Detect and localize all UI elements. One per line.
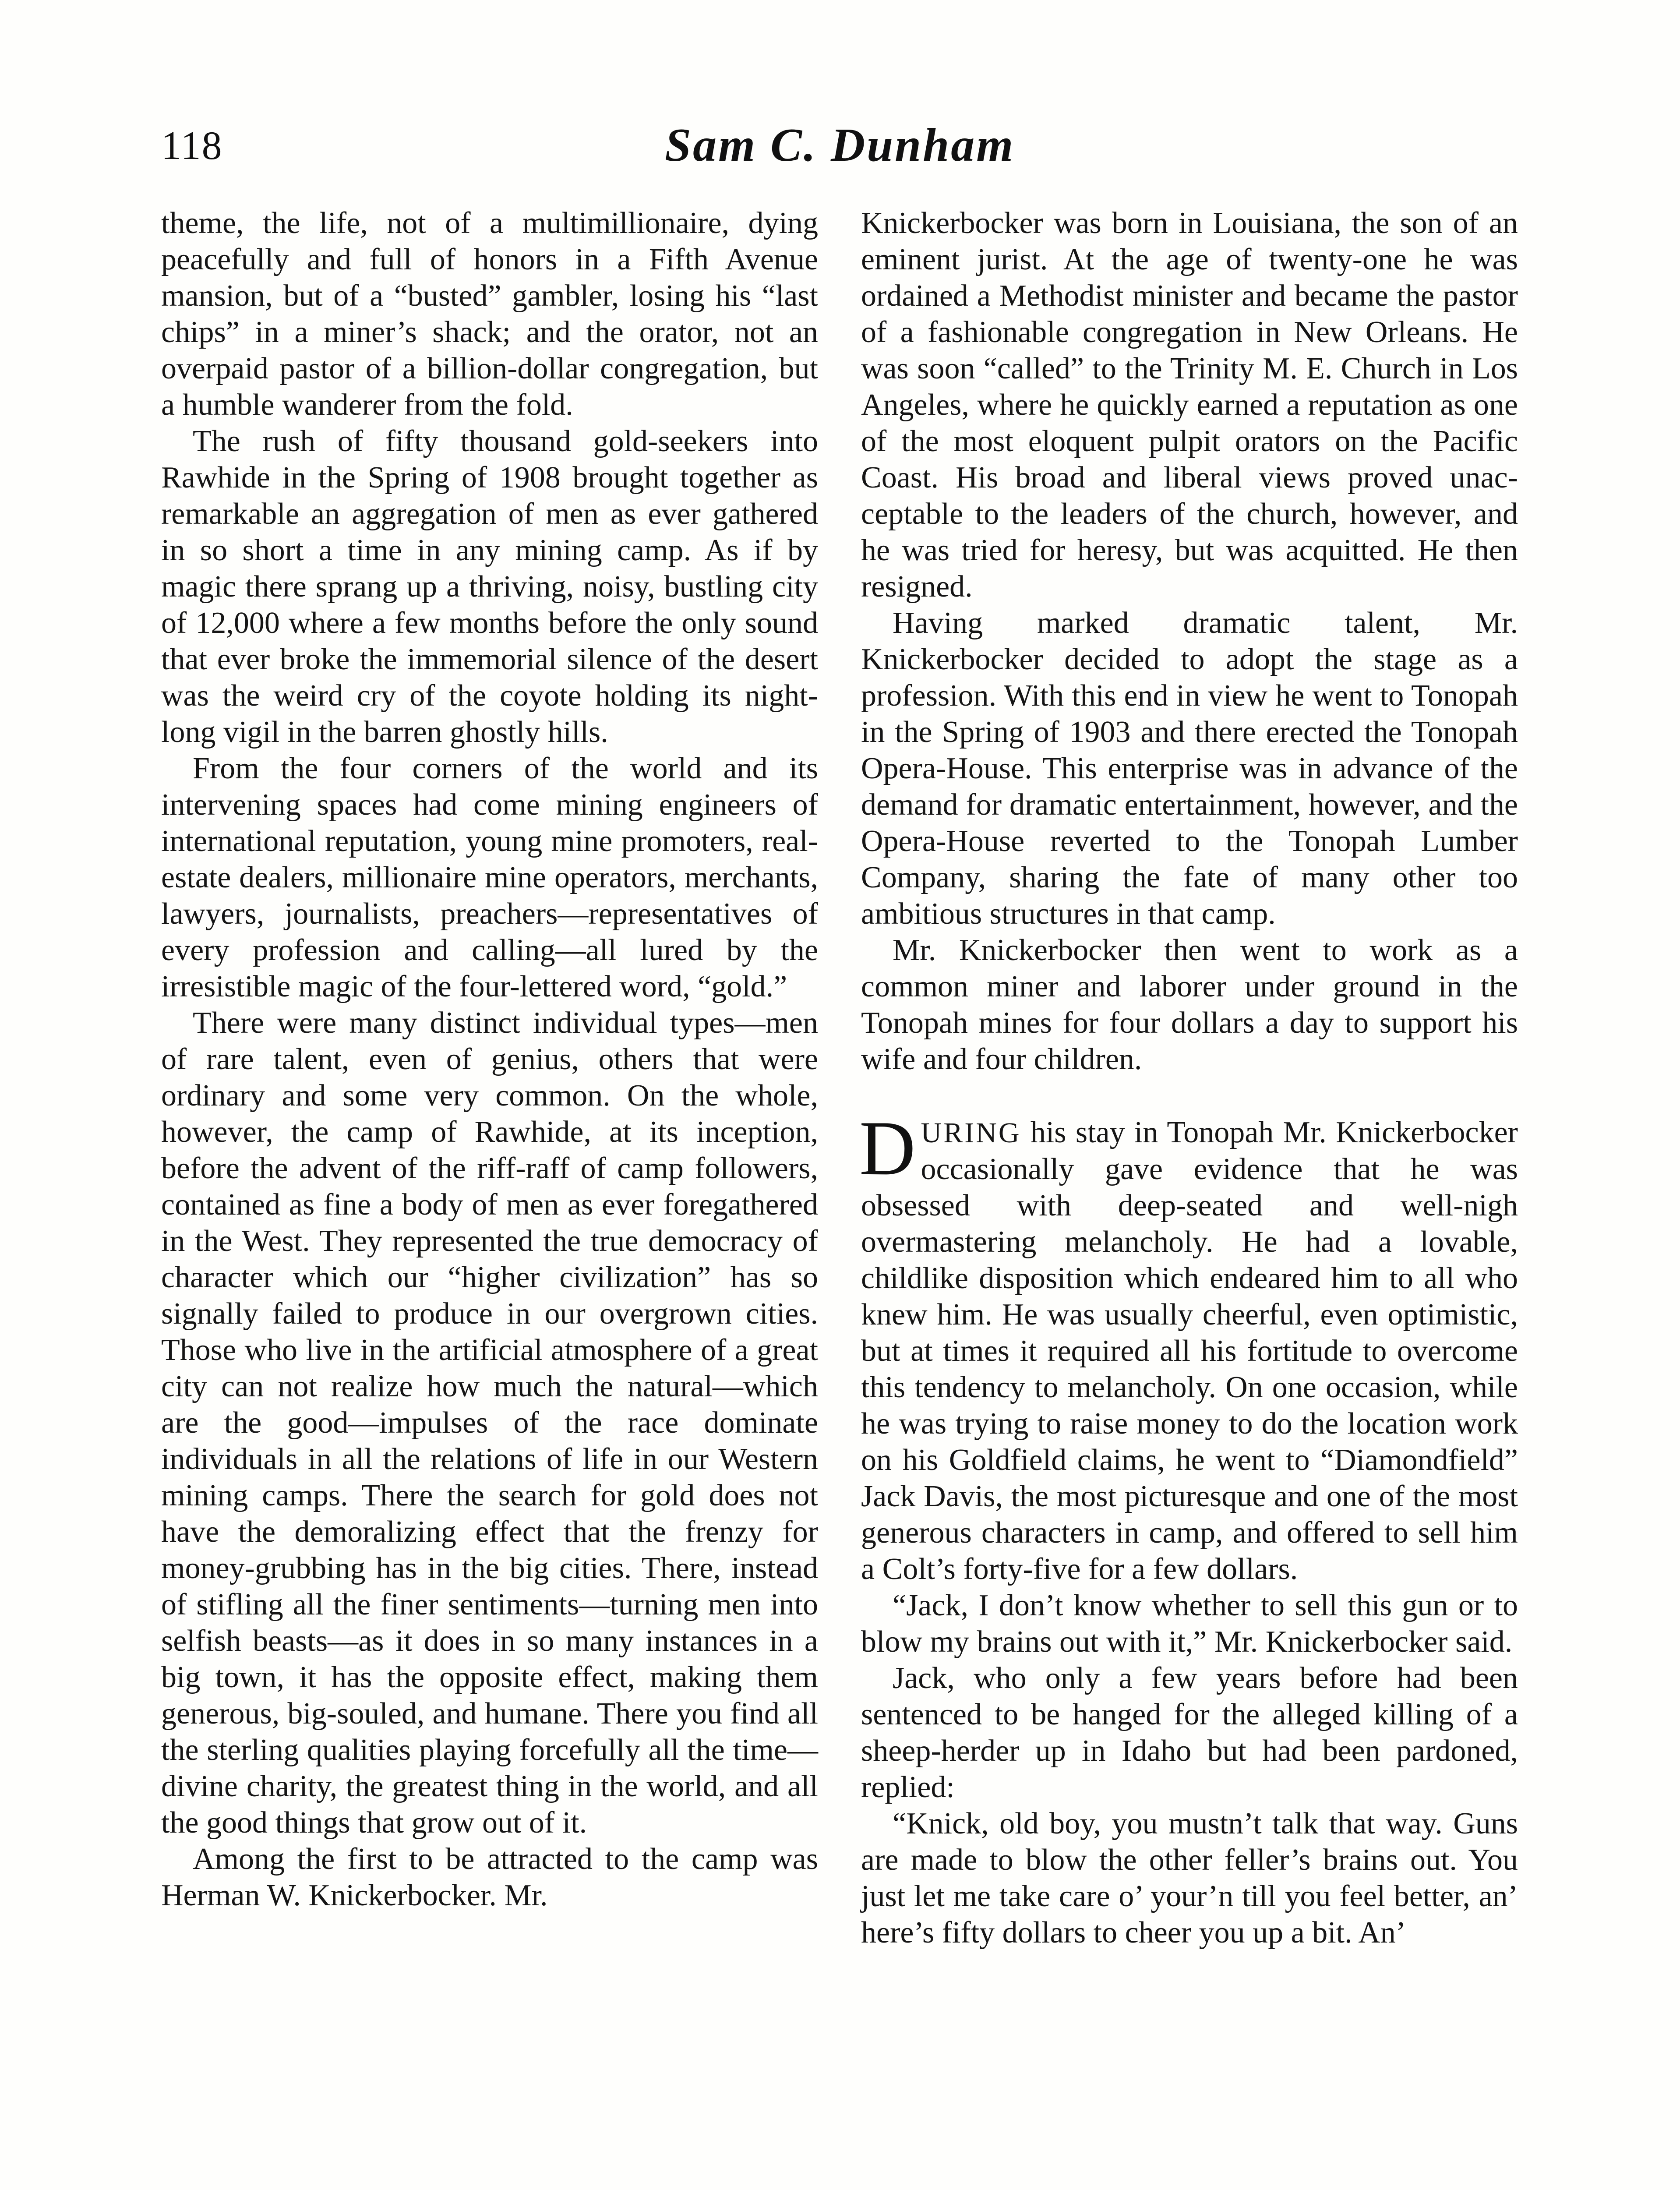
lead-in-text: his stay in Tonopah Mr. Knickerbocker occasionally gave evidence that he was obsessed with deep-seated and well-nigh overmastering melancholy. He had a lovable, childlike disposition which endeared him to all who knew him. He was usually cheerful, even optimistic, but at times it required all his fortitude to overcome this tendency to melancholy. On one occasion, while he was trying to raise money to do the location work on his Goldfield claims, he went to “Diamondfield” Jack Davis, the most picturesque and one of the most generous characters in camp, and offered to sell him a Colt’s forty-five for a few dollars. — [861, 1116, 1518, 1586]
paragraph: The rush of fifty thousand gold-seekers into Rawhide in the Spring of 1908 brought together as remarkable an aggregation of men as ever gathered in so short a time in any mining camp. As if by magic there sprang up a thriving, noisy, bustling city of 12,000 where a few months before the only sound that ever broke the immemorial silence of the desert was the weird cry of the coyote holding its night-long vigil in the barren ghostly hills. — [161, 424, 818, 749]
paragraph: Among the first to be attracted to the camp was Herman W. Knickerbocker. Mr. — [161, 1842, 818, 1912]
page-number: 118 — [161, 123, 223, 168]
paragraph: Knickerbocker was born in Louisiana, the son of an eminent jurist. At the age of twenty-one he was ordained a Methodist minister and became the pastor of a fashionable congregation in New Orleans. He was soon “called” to the Trinity M. E. Church in Los Angeles, where he quickly earned a reputation as one of the most eloquent pulpit orators on the Pacific Coast. His broad and liberal views proved unacceptable to the leaders of the church, however, and he was tried for heresy, but was acquitted. He then resigned. — [861, 206, 1518, 604]
lead-in-small-caps: URING — [921, 1117, 1021, 1149]
paragraph: Jack, who only a few years before had been sentenced to be hanged for the alleged killing of a sheep-herder up in Idaho but had been pardoned, replied: — [861, 1661, 1518, 1804]
paragraph: There were many distinct individual types—men of rare talent, even of genius, others that were ordinary and some very common. On the whole, however, the camp of Rawhide, at its inception, before the advent of the riff-raff of camp followers, contained as fine a body of men as ever foregathered in the West. They represented the true democracy of character which our “higher civilization” has so signally failed to produce in our overgrown cities. Those who live in the artificial atmosphere of a great city can not realize how much the natural—which are the good—impulses of the race dominate individuals in all the relations of life in our Western mining camps. There the search for gold does not have the demoralizing effect that the frenzy for money-grubbing has in the big cities. There, instead of stifling all the finer sentiments—turning men into selfish beasts—as it does in so many instances in a big town, it has the opposite effect, making them generous, big-souled, and humane. There you find all the sterling qualities playing forcefully all the time—divine charity, the greatest thing in the world, and all the good things that grow out of it. — [161, 1006, 818, 1840]
left-column — [161, 205, 818, 1914]
paragraph: “Jack, I don’t know whether to sell this gun or to blow my brains out with it,” Mr. Knickerbocker said. — [861, 1589, 1518, 1659]
running-title: Sam C. Dunham — [665, 119, 1015, 171]
page-header — [161, 115, 1528, 176]
drop-cap: D — [859, 1105, 916, 1191]
paragraph: theme, the life, not of a multimillionaire, dying peacefully and full of honors in a Fifth Avenue mansion, but of a “busted” gambler, losing his “last chips” in a miner’s shack; and the orator, not an overpaid pastor of a billion-dollar congregation, but a humble wanderer from the fold. — [161, 206, 818, 422]
paragraph: “Knick, old boy, you mustn’t talk that way. Guns are made to blow the other feller’s brains out. You just let me take care o’ your’n till you feel better, an’ here’s fifty dollars to cheer you up a bit. An’ — [861, 1807, 1518, 1950]
paragraph: Having marked dramatic talent, Mr. Knickerbocker decided to adopt the stage as a profession. With this end in view he went to Tonopah in the Spring of 1903 and there erected the Tonopah Opera-House. This enterprise was in advance of the demand for dramatic entertainment, however, and the Opera-House reverted to the Tonopah Lumber Company, sharing the fate of many other too ambitious structures in that camp. — [861, 606, 1518, 931]
paragraph: From the four corners of the world and its intervening spaces had come mining engineers of international reputation, young mine promoters, real-estate dealers, millionaire mine operators, merchants, lawyers, journalists, preachers—representatives of every profession and calling—all lured by the irresistible magic of the four-lettered word, “gold.” — [161, 752, 818, 1003]
paragraph: Mr. Knickerbocker then went to work as a common miner and laborer under ground in the Tonopah mines for four dollars a day to support his wife and four children. — [861, 933, 1518, 1076]
right-column — [861, 205, 1518, 1951]
section-opening-paragraph — [859, 1105, 1518, 1587]
